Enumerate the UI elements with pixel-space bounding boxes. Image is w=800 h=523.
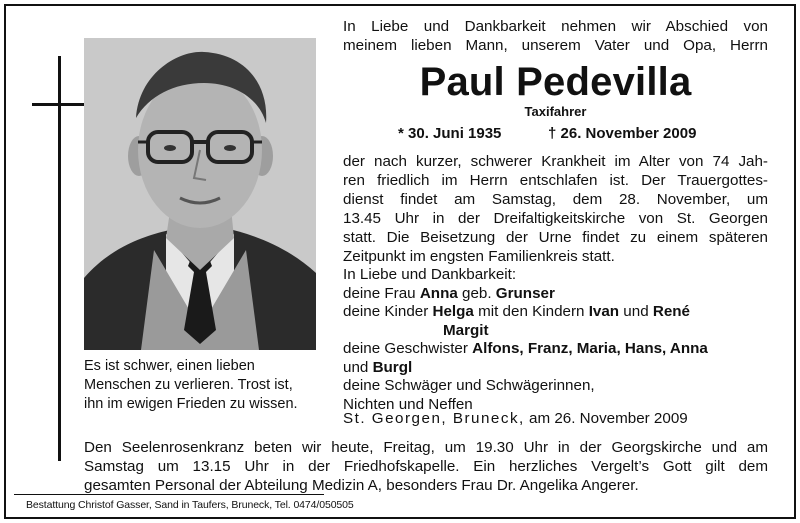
paragraph-line: der nach kurzer, schwerer Krankheit im Alter von 74 Jah- — [343, 153, 768, 170]
place-name: St. Georgen, Bruneck, — [343, 410, 525, 427]
intro-text — [343, 18, 768, 55]
occupation: Taxifahrer — [524, 104, 587, 119]
cross-icon — [58, 56, 61, 461]
quote-line: Menschen zu verlieren. Trost ist, — [84, 377, 293, 393]
funeral-home-footer: Bestattung Christof Gasser, Sand in Taufers, Bruneck, Tel. 0474/050505 — [26, 499, 354, 511]
quote-line: Es ist schwer, einen lieben — [84, 358, 255, 374]
mourner-wife: deine Frau Anna geb. Grunser — [343, 284, 555, 302]
death-date: † 26. November 2009 — [548, 125, 697, 142]
rosary-announcement — [84, 438, 768, 495]
cross-icon-bar — [32, 103, 88, 106]
mourner-siblings: deine Geschwister Alfons, Franz, Maria, Hans, Anna — [343, 340, 708, 357]
notice-date: am 26. November 2009 — [524, 410, 688, 427]
footer-divider — [14, 494, 324, 495]
consolation-quote — [84, 357, 324, 414]
paragraph-line: 13.45 Uhr in der Dreifaltigkeitskirche von St. Georgen — [343, 210, 768, 227]
mourner-sibling-last: und Burgl — [343, 358, 413, 376]
rosary-line: gesamten Personal der Abteilung Medizin A, besonders Frau Dr. Angelika Angerer. — [84, 477, 639, 494]
mourner-child-second: Margit — [443, 321, 489, 339]
mourner-nieces: Nichten und Neffen — [343, 395, 473, 413]
paragraph-line: dienst findet am Samstag, dem 28. November, um — [343, 191, 768, 208]
mourner-in-laws: deine Schwäger und Schwägerinnen, — [343, 377, 595, 394]
deceased-name: Paul Pedevilla — [419, 60, 692, 104]
birth-date: * 30. Juni 1935 — [398, 125, 502, 142]
rosary-line: Samstag um 13.15 Uhr in der Friedhofskapelle. Ein herzliches Vergelt’s Gott gilt dem — [84, 458, 768, 475]
paragraph-line: statt. Die Beisetzung der Urne findet zu einem späteren — [343, 229, 768, 246]
intro-line: In Liebe und Dankbarkeit nehmen wir Abschied von — [343, 18, 768, 35]
mourner-children: deine Kinder Helga mit den Kindern Ivan und René — [343, 303, 690, 320]
announcement-paragraph — [343, 152, 768, 266]
paragraph-line: Zeitpunkt im engsten Familienkreis statt. — [343, 248, 615, 265]
paragraph-line: ren friedlich im Herrn entschlafen ist. Der Trauergottes- — [343, 172, 768, 189]
mourners-list — [343, 266, 768, 414]
mourners-heading: In Liebe und Dankbarkeit: — [343, 266, 517, 283]
portrait-photo — [84, 38, 316, 350]
rosary-line: Den Seelenrosenkranz beten wir heute, Freitag, um 19.30 Uhr in der Georgskirche und am — [84, 439, 768, 456]
intro-line: meinem lieben Mann, unserem Vater und Opa, Herrn — [343, 36, 768, 54]
quote-line: ihn im ewigen Frieden zu wissen. — [84, 396, 298, 412]
place-and-date — [343, 410, 768, 428]
